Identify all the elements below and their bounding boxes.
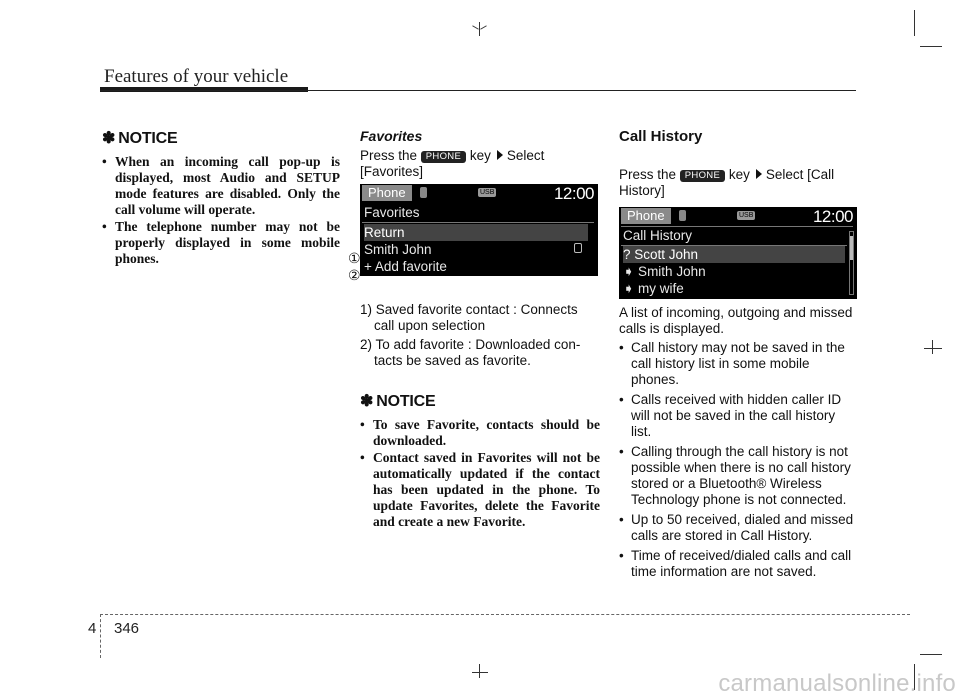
phone-key-badge: PHONE — [680, 170, 725, 182]
notice-heading — [102, 128, 340, 148]
notice-heading — [360, 391, 600, 411]
call-history-instruction — [619, 167, 857, 199]
page-number: 346 — [114, 620, 140, 637]
screen-divider — [362, 222, 594, 223]
call-history-row[interactable]: ? Scott John — [623, 246, 845, 263]
usb-badge: USB — [480, 189, 495, 196]
call-history-item: • Up to 50 received, dialed and missed calls are stored in Call History. — [619, 512, 857, 544]
scrollbar-thumb[interactable] — [850, 236, 853, 260]
screen-title: Call History — [623, 228, 693, 243]
notice-list — [360, 417, 600, 530]
call-history-item: • Calls received with hidden caller ID will not be saved in the call history list. — [619, 392, 857, 440]
column-favorites — [360, 128, 600, 531]
favorites-legend — [360, 302, 600, 369]
screen-clock: 12:00 — [553, 184, 594, 203]
phone-handset-icon — [574, 243, 582, 253]
notice-heading-label: NOTICE — [376, 393, 436, 410]
notice-star-icon: ✽ — [360, 393, 374, 410]
notice-star-icon: ✽ — [102, 130, 116, 147]
crop-mark-bottom-h — [472, 672, 488, 673]
notice-item: • To save Favorite, contacts should be downloaded. — [360, 417, 600, 449]
call-history-row[interactable]: ➧ Smith John — [623, 264, 706, 279]
screen-clock: 12:00 — [812, 207, 853, 226]
screen-status-bar — [619, 207, 857, 226]
callout-circle-1: ① — [348, 250, 361, 266]
instruction-text: Press the — [360, 148, 418, 163]
watermark: carmanualsonline.info — [718, 670, 956, 697]
arrow-right-icon — [756, 169, 762, 179]
call-history-screen — [619, 207, 857, 299]
crop-mark-right-v — [932, 340, 933, 354]
instruction-text: Press the — [619, 167, 677, 182]
crop-mark-tr-v — [914, 10, 915, 36]
screen-tab-phone: Phone — [621, 208, 671, 224]
screen-row-contact[interactable]: Smith John — [364, 242, 432, 257]
favorites-screen — [360, 184, 598, 276]
screen-tab-phone: Phone — [362, 185, 412, 201]
call-history-item: • Calling through the call history is not possible when there is no call history stored or a Bluetooth® Wireless Technology phone is not connected. — [619, 444, 857, 508]
screen-scrollbar[interactable] — [849, 231, 854, 295]
call-history-list — [619, 340, 857, 580]
call-history-item: • Time of received/dialed calls and call time information are not saved. — [619, 548, 857, 580]
notice-item: • Contact saved in Favorites will not be automatically updated if the contact has been updated in the phone. To update Favorites, delete the Favorite and create a new Favorite. — [360, 450, 600, 530]
crop-mark-bottom-v — [479, 664, 480, 678]
header-rule — [100, 90, 856, 91]
instruction-text: Select [Favorites] — [360, 148, 545, 179]
phone-key-badge: PHONE — [421, 151, 466, 163]
legend-item: 2) To add favorite : Downloaded con- tacts be saved as favorite. — [360, 337, 581, 368]
crop-mark-right-h — [924, 348, 942, 349]
notice-heading-label: NOTICE — [118, 130, 178, 147]
screen-row-return[interactable]: Return — [364, 224, 588, 241]
call-history-intro: A list of incoming, outgoing and missed calls is displayed. — [619, 305, 853, 336]
notice-list — [102, 154, 340, 267]
legend-item: 1) Saved favorite contact : Connects call upon selection — [360, 302, 578, 333]
crop-mark-top-h2 — [480, 25, 487, 29]
screen-title: Favorites — [364, 205, 420, 220]
favorites-heading: Favorites — [360, 128, 423, 144]
section-number: 4 — [88, 620, 97, 637]
callout-circle-2: ② — [348, 267, 361, 283]
screen-row-add-favorite[interactable]: + Add favorite — [364, 259, 447, 274]
call-history-heading: Call History — [619, 128, 703, 145]
screen-status-bar — [360, 184, 598, 203]
footer-divider — [100, 614, 101, 658]
page-header-title: Features of your vehicle — [104, 66, 289, 87]
crop-mark-tr-h — [920, 46, 942, 47]
arrow-right-icon — [497, 150, 503, 160]
notice-item: • When an incoming call pop-up is displayed, most Audio and SETUP mode features are disabled. Only the call volume will operate. — [102, 154, 340, 218]
call-history-row[interactable]: ➧ my wife — [623, 281, 684, 296]
call-history-item: • Call history may not be saved in the call history list in some mobile phones. — [619, 340, 857, 388]
bluetooth-icon — [420, 187, 427, 198]
footer-rule — [100, 614, 910, 615]
notice-item: • The telephone number may not be properly displayed in some mobile phones. — [102, 219, 340, 267]
crop-mark-top-h1 — [472, 25, 479, 29]
favorites-instruction — [360, 148, 600, 180]
column-call-history — [619, 128, 857, 584]
crop-mark-br-h — [920, 654, 942, 655]
bluetooth-icon — [679, 210, 686, 221]
instruction-text: Select [Call History] — [619, 167, 835, 198]
instruction-text: key — [469, 148, 491, 163]
usb-badge: USB — [739, 212, 754, 219]
instruction-text: key — [728, 167, 750, 182]
column-notice — [102, 128, 340, 268]
